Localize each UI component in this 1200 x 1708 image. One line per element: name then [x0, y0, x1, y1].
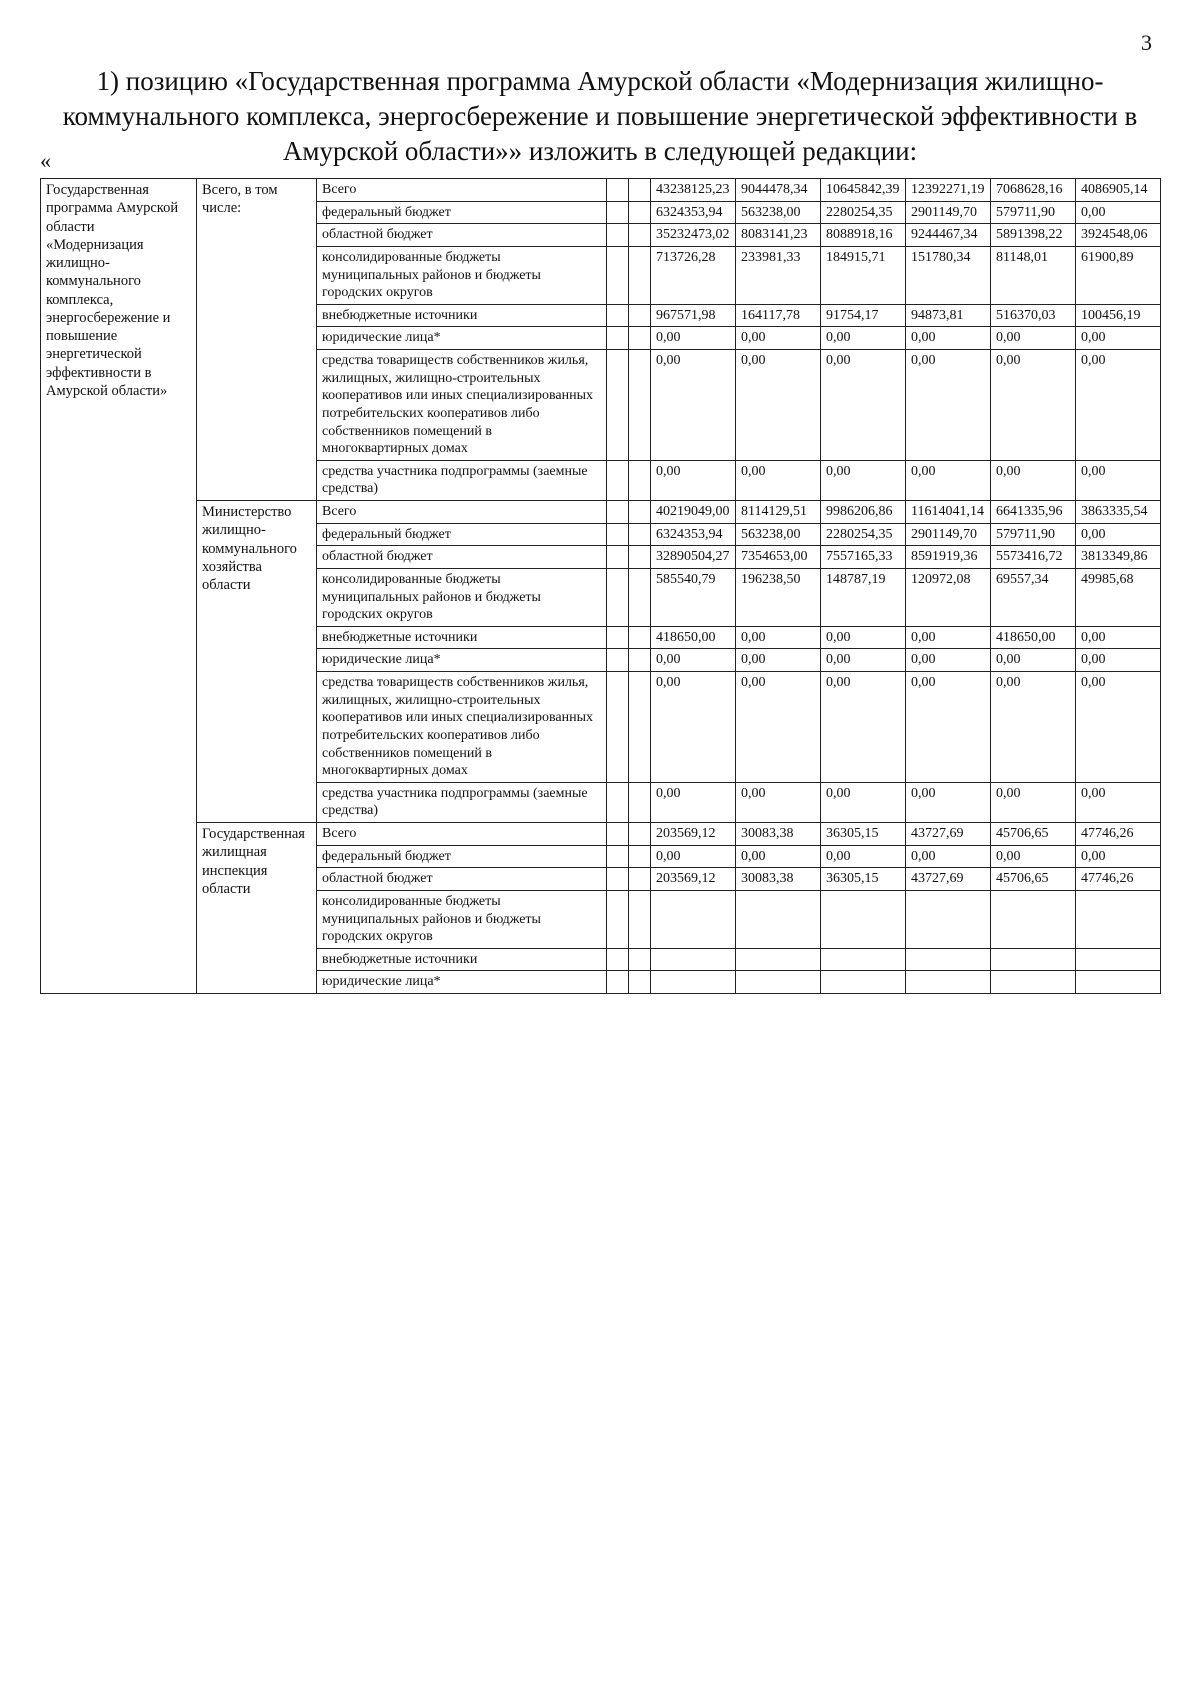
amount-cell: 43238125,23: [651, 179, 736, 202]
opening-quote: «: [40, 148, 51, 173]
amount-cell: 4086905,14: [1076, 179, 1161, 202]
amount-cell: 2901149,70: [906, 201, 991, 224]
amount-cell: 151780,34: [906, 246, 991, 304]
amount-cell: 0,00: [991, 782, 1076, 822]
amount-cell: [821, 948, 906, 971]
amount-cell: 563238,00: [736, 201, 821, 224]
amount-cell: 0,00: [821, 782, 906, 822]
amount-cell: 69557,34: [991, 568, 1076, 626]
amount-cell: [651, 948, 736, 971]
empty-code-cell: [607, 327, 629, 350]
empty-code-cell: [607, 523, 629, 546]
amount-cell: [736, 948, 821, 971]
amount-cell: 5891398,22: [991, 224, 1076, 247]
amount-cell: 12392271,19: [906, 179, 991, 202]
amount-cell: 7557165,33: [821, 546, 906, 569]
amount-cell: 6641335,96: [991, 501, 1076, 524]
amount-cell: 0,00: [821, 649, 906, 672]
amount-cell: 0,00: [991, 672, 1076, 783]
empty-code-cell: [607, 890, 629, 948]
funding-source-cell: консолидированные бюджеты муниципальных районов и бюджеты городских округов: [317, 890, 607, 948]
amount-cell: 35232473,02: [651, 224, 736, 247]
amount-cell: 61900,89: [1076, 246, 1161, 304]
funding-source-cell: Всего: [317, 179, 607, 202]
amount-cell: 0,00: [821, 327, 906, 350]
amount-cell: [991, 890, 1076, 948]
empty-code-cell: [607, 868, 629, 891]
amount-cell: 91754,17: [821, 304, 906, 327]
amount-cell: [651, 890, 736, 948]
empty-code-cell: [607, 501, 629, 524]
amount-cell: 585540,79: [651, 568, 736, 626]
amount-cell: 6324353,94: [651, 523, 736, 546]
amount-cell: 47746,26: [1076, 823, 1161, 846]
empty-code-cell: [607, 546, 629, 569]
amount-cell: 8088918,16: [821, 224, 906, 247]
table-row: [41, 501, 1161, 524]
empty-code-cell: [629, 546, 651, 569]
amount-cell: 2280254,35: [821, 201, 906, 224]
funding-source-cell: юридические лица*: [317, 649, 607, 672]
amount-cell: 0,00: [736, 672, 821, 783]
amount-cell: 0,00: [906, 782, 991, 822]
funding-source-cell: консолидированные бюджеты муниципальных районов и бюджеты городских округов: [317, 246, 607, 304]
amount-cell: 0,00: [906, 672, 991, 783]
amount-cell: 0,00: [906, 350, 991, 461]
amount-cell: 0,00: [821, 672, 906, 783]
amount-cell: 49985,68: [1076, 568, 1161, 626]
table-row: [41, 179, 1161, 202]
empty-code-cell: [629, 672, 651, 783]
amount-cell: 196238,50: [736, 568, 821, 626]
funding-source-cell: консолидированные бюджеты муниципальных районов и бюджеты городских округов: [317, 568, 607, 626]
empty-code-cell: [629, 224, 651, 247]
amount-cell: [821, 971, 906, 994]
empty-code-cell: [629, 649, 651, 672]
empty-code-cell: [607, 350, 629, 461]
amount-cell: 7068628,16: [991, 179, 1076, 202]
amount-cell: 0,00: [736, 782, 821, 822]
amount-cell: 0,00: [906, 845, 991, 868]
funding-source-cell: внебюджетные источники: [317, 626, 607, 649]
amount-cell: 0,00: [821, 460, 906, 500]
amount-cell: 0,00: [1076, 845, 1161, 868]
amount-cell: 0,00: [651, 350, 736, 461]
amount-cell: 100456,19: [1076, 304, 1161, 327]
funding-source-cell: областной бюджет: [317, 868, 607, 891]
amount-cell: 30083,38: [736, 868, 821, 891]
amount-cell: 5573416,72: [991, 546, 1076, 569]
empty-code-cell: [629, 823, 651, 846]
amount-cell: 579711,90: [991, 201, 1076, 224]
empty-code-cell: [629, 350, 651, 461]
funding-table: [40, 178, 1161, 994]
amount-cell: 0,00: [736, 460, 821, 500]
empty-code-cell: [607, 649, 629, 672]
empty-code-cell: [607, 626, 629, 649]
amount-cell: 184915,71: [821, 246, 906, 304]
funding-source-cell: средства участника подпрограммы (заемные средства): [317, 782, 607, 822]
amount-cell: 563238,00: [736, 523, 821, 546]
amount-cell: [991, 948, 1076, 971]
amount-cell: 0,00: [991, 350, 1076, 461]
empty-code-cell: [607, 460, 629, 500]
amount-cell: 0,00: [991, 845, 1076, 868]
empty-code-cell: [629, 948, 651, 971]
program-name-cell: Государственная программа Амурской области «Модернизация жилищно-коммунального комплекса, энергосбережение и повышение энергетической эффективности в Амурской области»: [41, 179, 197, 994]
amount-cell: 11614041,14: [906, 501, 991, 524]
empty-code-cell: [629, 327, 651, 350]
empty-code-cell: [629, 971, 651, 994]
amendment-heading: 1) позицию «Государственная программа Амурской области «Модернизация жилищно-коммунального комплекса, энергосбережение и повышение энергетической эффективности в Амурской области»» изложить в следующей редакции:: [62, 66, 1138, 167]
amount-cell: 0,00: [736, 350, 821, 461]
amount-cell: 120972,08: [906, 568, 991, 626]
amount-cell: 9986206,86: [821, 501, 906, 524]
amount-cell: 3813349,86: [1076, 546, 1161, 569]
funding-source-cell: юридические лица*: [317, 971, 607, 994]
amount-cell: 203569,12: [651, 823, 736, 846]
amount-cell: 0,00: [651, 672, 736, 783]
amount-cell: 0,00: [736, 626, 821, 649]
amount-cell: 0,00: [1076, 672, 1161, 783]
empty-code-cell: [607, 948, 629, 971]
amount-cell: 8083141,23: [736, 224, 821, 247]
funding-source-cell: средства товариществ собственников жилья, жилищных, жилищно-строительных кооперативов или иных специализированных потребительских кооперативов либо собственников помещений в многоквартирных домах: [317, 350, 607, 461]
amount-cell: 0,00: [651, 782, 736, 822]
amount-cell: 0,00: [651, 460, 736, 500]
amount-cell: 43727,69: [906, 823, 991, 846]
amount-cell: 0,00: [991, 460, 1076, 500]
amount-cell: 32890504,27: [651, 546, 736, 569]
amount-cell: [906, 971, 991, 994]
amount-cell: 0,00: [651, 845, 736, 868]
funding-source-cell: средства участника подпрограммы (заемные средства): [317, 460, 607, 500]
amount-cell: 36305,15: [821, 823, 906, 846]
amount-cell: 579711,90: [991, 523, 1076, 546]
empty-code-cell: [607, 971, 629, 994]
amount-cell: [906, 890, 991, 948]
amount-cell: 148787,19: [821, 568, 906, 626]
amount-cell: 0,00: [736, 327, 821, 350]
amount-cell: 3863335,54: [1076, 501, 1161, 524]
empty-code-cell: [607, 845, 629, 868]
amount-cell: [906, 948, 991, 971]
amount-cell: 3924548,06: [1076, 224, 1161, 247]
funding-source-cell: федеральный бюджет: [317, 523, 607, 546]
empty-code-cell: [629, 460, 651, 500]
amount-cell: 967571,98: [651, 304, 736, 327]
funding-source-cell: областной бюджет: [317, 224, 607, 247]
table-row: [41, 823, 1161, 846]
amount-cell: [1076, 971, 1161, 994]
amount-cell: 0,00: [906, 649, 991, 672]
empty-code-cell: [607, 672, 629, 783]
amount-cell: 418650,00: [991, 626, 1076, 649]
funding-source-cell: федеральный бюджет: [317, 845, 607, 868]
amount-cell: 0,00: [1076, 782, 1161, 822]
amount-cell: [821, 890, 906, 948]
funding-source-cell: Всего: [317, 823, 607, 846]
amount-cell: 516370,03: [991, 304, 1076, 327]
executor-cell: Министерство жилищно-коммунального хозяйства области: [197, 501, 317, 823]
empty-code-cell: [607, 823, 629, 846]
amount-cell: [736, 890, 821, 948]
funding-source-cell: внебюджетные источники: [317, 948, 607, 971]
amount-cell: 0,00: [1076, 523, 1161, 546]
empty-code-cell: [629, 890, 651, 948]
amount-cell: 9244467,34: [906, 224, 991, 247]
amount-cell: 0,00: [906, 327, 991, 350]
executor-cell: Всего, в том числе:: [197, 179, 317, 501]
amount-cell: 0,00: [736, 649, 821, 672]
amount-cell: 0,00: [736, 845, 821, 868]
page-number: 3: [1141, 30, 1152, 55]
amount-cell: 0,00: [1076, 350, 1161, 461]
empty-code-cell: [629, 201, 651, 224]
amount-cell: 43727,69: [906, 868, 991, 891]
amount-cell: 45706,65: [991, 868, 1076, 891]
empty-code-cell: [607, 568, 629, 626]
empty-code-cell: [629, 568, 651, 626]
amount-cell: 0,00: [821, 845, 906, 868]
amount-cell: [736, 971, 821, 994]
funding-source-cell: средства товариществ собственников жилья, жилищных, жилищно-строительных кооперативов или иных специализированных потребительских кооперативов либо собственников помещений в многоквартирных домах: [317, 672, 607, 783]
amount-cell: 418650,00: [651, 626, 736, 649]
amount-cell: 8114129,51: [736, 501, 821, 524]
amount-cell: 713726,28: [651, 246, 736, 304]
amount-cell: [1076, 948, 1161, 971]
amount-cell: 2901149,70: [906, 523, 991, 546]
funding-source-cell: областной бюджет: [317, 546, 607, 569]
empty-code-cell: [607, 246, 629, 304]
empty-code-cell: [607, 782, 629, 822]
amount-cell: 0,00: [1076, 626, 1161, 649]
amount-cell: 0,00: [651, 649, 736, 672]
empty-code-cell: [629, 782, 651, 822]
amount-cell: 10645842,39: [821, 179, 906, 202]
amount-cell: 0,00: [1076, 649, 1161, 672]
empty-code-cell: [629, 626, 651, 649]
empty-code-cell: [629, 868, 651, 891]
amount-cell: 7354653,00: [736, 546, 821, 569]
amount-cell: 8591919,36: [906, 546, 991, 569]
amount-cell: 36305,15: [821, 868, 906, 891]
empty-code-cell: [607, 179, 629, 202]
amount-cell: 30083,38: [736, 823, 821, 846]
amount-cell: 0,00: [991, 327, 1076, 350]
amount-cell: 0,00: [821, 626, 906, 649]
amount-cell: 45706,65: [991, 823, 1076, 846]
empty-code-cell: [629, 246, 651, 304]
empty-code-cell: [629, 501, 651, 524]
funding-source-cell: Всего: [317, 501, 607, 524]
funding-source-cell: юридические лица*: [317, 327, 607, 350]
funding-source-cell: федеральный бюджет: [317, 201, 607, 224]
empty-code-cell: [607, 224, 629, 247]
empty-code-cell: [629, 845, 651, 868]
amount-cell: [651, 971, 736, 994]
empty-code-cell: [629, 304, 651, 327]
amount-cell: 0,00: [821, 350, 906, 461]
amount-cell: 2280254,35: [821, 523, 906, 546]
amount-cell: 40219049,00: [651, 501, 736, 524]
amount-cell: 0,00: [651, 327, 736, 350]
amount-cell: 47746,26: [1076, 868, 1161, 891]
amount-cell: 9044478,34: [736, 179, 821, 202]
amount-cell: [1076, 890, 1161, 948]
funding-source-cell: внебюджетные источники: [317, 304, 607, 327]
empty-code-cell: [629, 179, 651, 202]
amount-cell: 81148,01: [991, 246, 1076, 304]
amount-cell: 0,00: [1076, 327, 1161, 350]
amount-cell: 0,00: [906, 626, 991, 649]
amount-cell: 6324353,94: [651, 201, 736, 224]
amount-cell: [991, 971, 1076, 994]
amount-cell: 0,00: [906, 460, 991, 500]
amount-cell: 0,00: [1076, 460, 1161, 500]
executor-cell: Государственная жилищная инспекция области: [197, 823, 317, 994]
amount-cell: 203569,12: [651, 868, 736, 891]
empty-code-cell: [629, 523, 651, 546]
amount-cell: 233981,33: [736, 246, 821, 304]
empty-code-cell: [607, 304, 629, 327]
amount-cell: 164117,78: [736, 304, 821, 327]
amount-cell: 0,00: [1076, 201, 1161, 224]
empty-code-cell: [607, 201, 629, 224]
amount-cell: 94873,81: [906, 304, 991, 327]
amount-cell: 0,00: [991, 649, 1076, 672]
